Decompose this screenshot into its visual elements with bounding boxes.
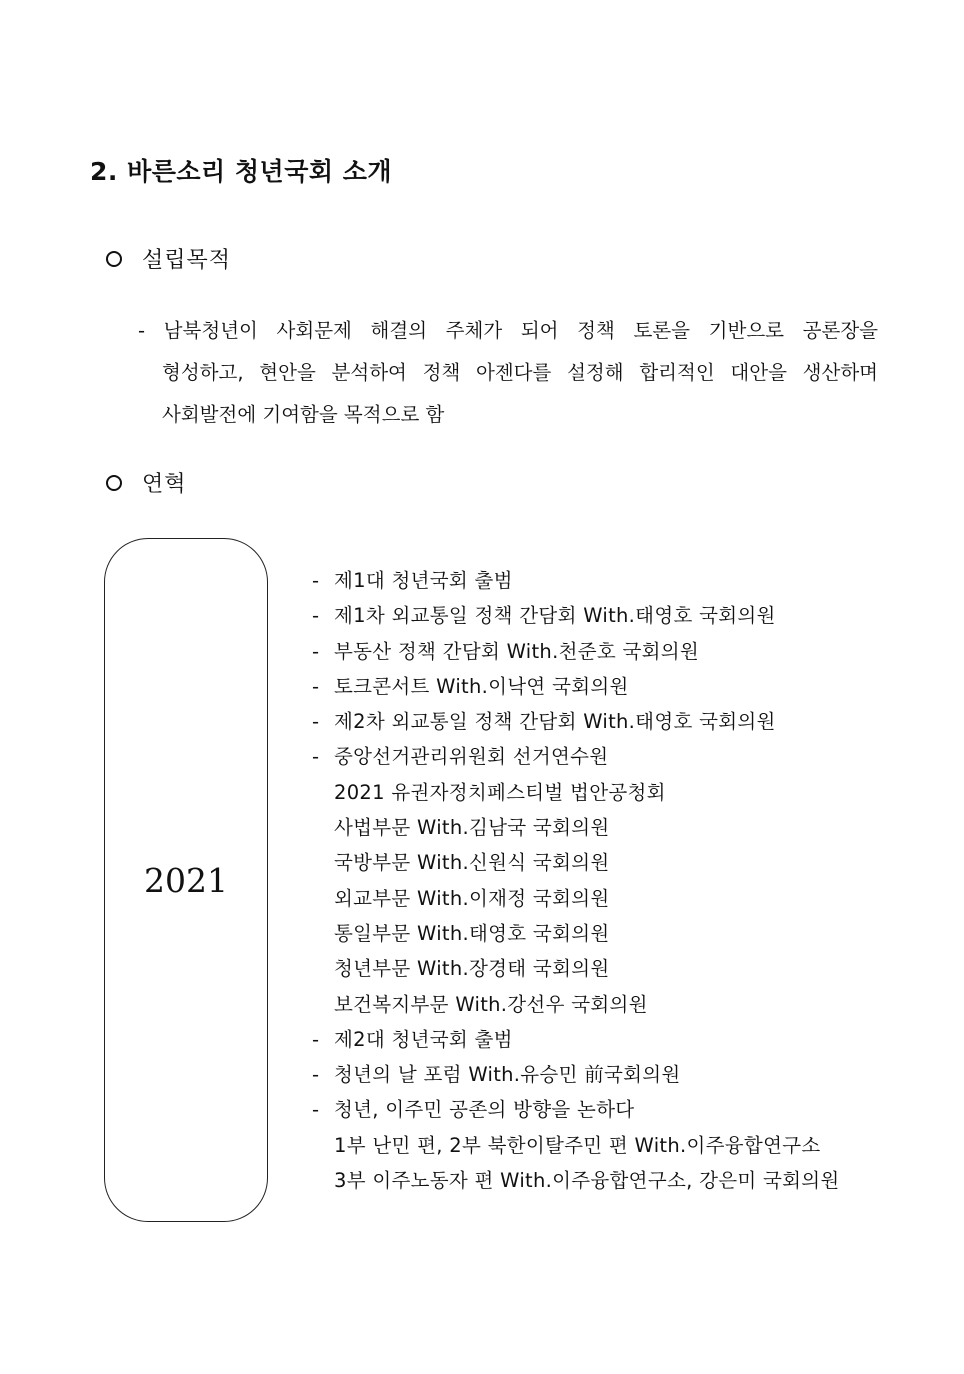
history-item-text: 제1차 외교통일 정책 간담회 With.태영호 국회의원	[334, 604, 776, 628]
history-item-text: 국방부문 With.신원식 국회의원	[334, 851, 610, 875]
history-item	[312, 987, 852, 1022]
purpose-heading-label: 설립목적	[142, 248, 232, 273]
history-item-text: 청년, 이주민 공존의 방향을 논하다	[334, 1098, 635, 1122]
history-item	[312, 810, 852, 845]
history-item-text: 중앙선거관리위원회 선거연수원	[334, 745, 609, 769]
history-heading-label: 연혁	[142, 472, 187, 497]
history-item-text: 외교부문 With.이재정 국회의원	[334, 886, 610, 910]
circle-bullet-icon	[106, 475, 122, 491]
history-item	[312, 1092, 852, 1127]
circle-bullet-icon	[106, 251, 122, 267]
section-title: 2. 바른소리 청년국회 소개	[90, 157, 393, 186]
history-item-text: 토크콘서트 With.이낙연 국회의원	[334, 674, 629, 698]
history-item	[312, 739, 852, 774]
purpose-line: 형성하고, 현안을 분석하여 정책 아젠다를 설정해 합리적인 대안을 생산하며	[162, 361, 878, 384]
history-item	[312, 775, 852, 810]
dash-bullet: -	[312, 639, 320, 663]
history-item-text: 보건복지부문 With.강선우 국회의원	[334, 992, 648, 1016]
history-item	[312, 916, 852, 951]
history-list	[312, 563, 852, 1198]
history-item	[312, 704, 852, 739]
purpose-line: 사회발전에 기여함을 목적으로 함	[162, 403, 445, 426]
history-item-text: 3부 이주노동자 편 With.이주융합연구소, 강은미 국회의원	[334, 1169, 840, 1193]
purpose-line: - 남북청년이 사회문제 해결의 주체가 되어 정책 토론을 기반으로 공론장을	[138, 319, 878, 342]
history-item-text: 청년의 날 포럼 With.유승민 前국회의원	[334, 1063, 681, 1087]
dash-bullet: -	[312, 674, 320, 698]
history-item	[312, 1128, 852, 1163]
purpose-paragraph	[138, 310, 878, 436]
dash-bullet: -	[312, 745, 320, 769]
history-heading	[106, 467, 187, 498]
history-item-text: 청년부문 With.장경태 국회의원	[334, 957, 610, 981]
history-item	[312, 881, 852, 916]
purpose-heading	[106, 243, 231, 274]
history-item	[312, 845, 852, 880]
history-item-text: 제2대 청년국회 출범	[334, 1027, 513, 1051]
history-item-text: 통일부문 With.태영호 국회의원	[334, 921, 610, 945]
dash-bullet: -	[312, 569, 320, 592]
history-item-text: 2021 유권자정치페스티벌 법안공청회	[334, 780, 666, 804]
history-item	[312, 634, 852, 669]
dash-bullet: -	[312, 1027, 320, 1051]
dash-bullet: -	[312, 1098, 320, 1122]
dash-bullet: -	[312, 604, 320, 628]
dash-bullet: -	[312, 710, 320, 734]
history-item-text: 제1대 청년국회 출범	[334, 569, 513, 592]
history-item-text: 사법부문 With.김남국 국회의원	[334, 816, 610, 840]
history-item	[312, 1163, 852, 1198]
history-item-text: 부동산 정책 간담회 With.천준호 국회의원	[334, 639, 700, 663]
history-item	[312, 1022, 852, 1057]
dash-bullet: -	[312, 1063, 320, 1087]
year-label: 2021	[144, 860, 228, 900]
year-box	[104, 538, 268, 1222]
history-item-text: 제2차 외교통일 정책 간담회 With.태영호 국회의원	[334, 710, 776, 734]
history-item	[312, 563, 852, 598]
history-item	[312, 1057, 852, 1092]
history-item-text: 1부 난민 편, 2부 북한이탈주민 편 With.이주융합연구소	[334, 1133, 821, 1157]
history-item	[312, 598, 852, 633]
history-item	[312, 669, 852, 704]
history-item	[312, 951, 852, 986]
